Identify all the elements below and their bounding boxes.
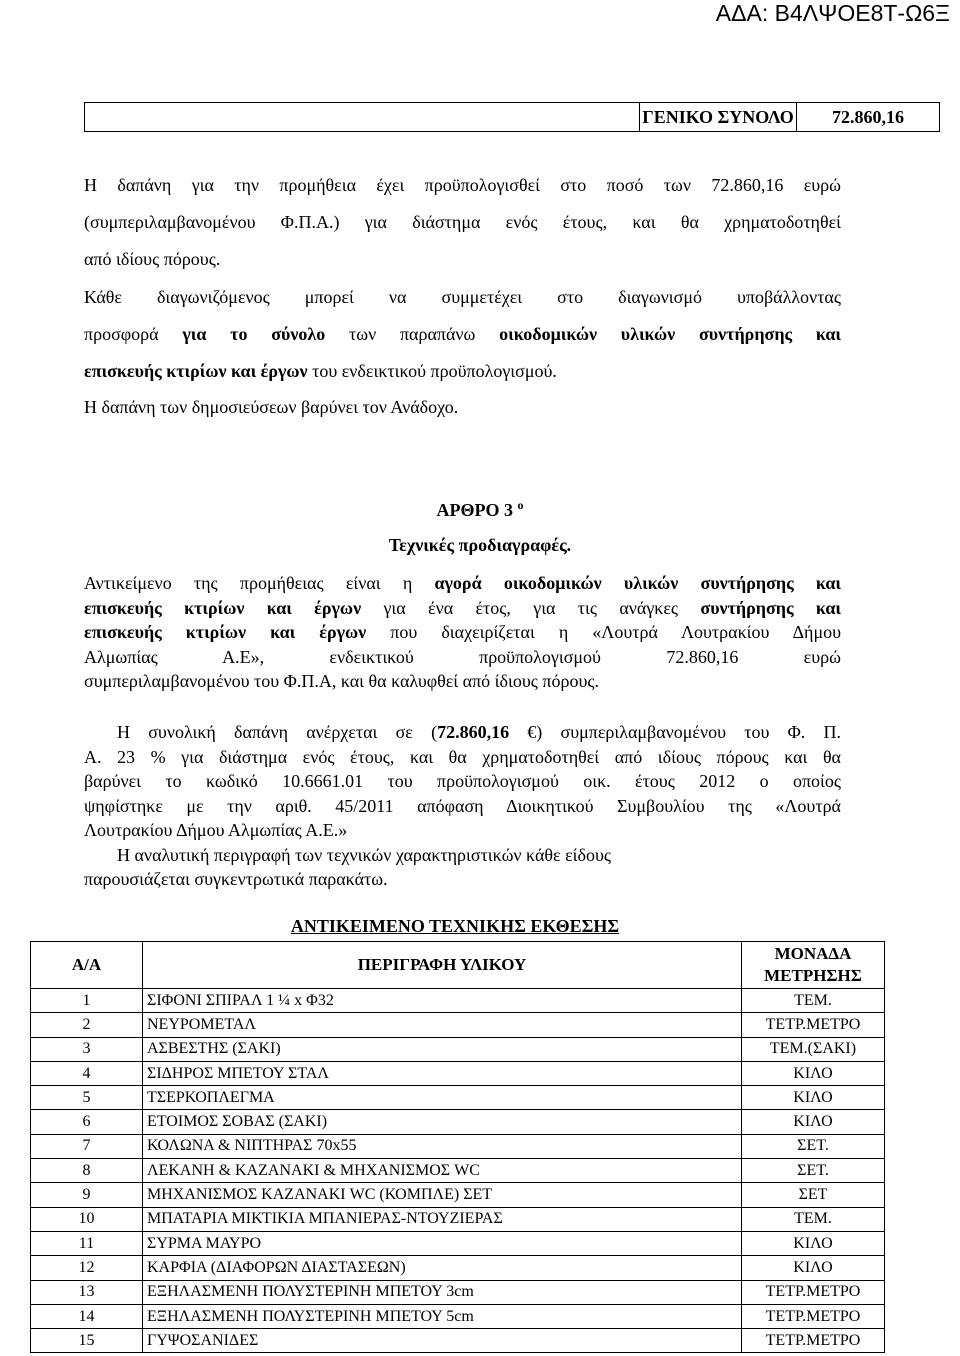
row-description: ΣΙΦΟΝΙ ΣΠΙΡΑΛ 1 ¼ x Φ32	[143, 989, 742, 1013]
report-title: ΑΝΤΙΚΕΙΜΕΝΟ ΤΕΧΝΙΚΗΣ ΕΚΘΕΣΗΣ	[290, 916, 620, 936]
table-row	[31, 1086, 885, 1110]
row-description: ΤΣΕΡΚΟΠΛΕΓΜΑ	[143, 1086, 742, 1110]
table-row	[31, 1159, 885, 1183]
table-row	[31, 1037, 885, 1061]
row-unit: ΤΕΤΡ.ΜΕΤΡΟ	[742, 1304, 885, 1328]
row-unit: ΤΕΤΡ.ΜΕΤΡΟ	[742, 1013, 885, 1037]
row-number: 15	[31, 1329, 143, 1353]
paragraph-subject: Αντικείμενο της προμήθειας είναι η αγορά οικοδομικών υλικών συντήρησης και επισκευής κτιρίων και έργων για ένα έτος, για τις ανάγκες συντήρησης και επισκευής κτιρίων και έργων που διαχειρίζεται η «Λουτρά Λουτρακίου Δήμου Αλμωπίας Α.Ε», ενδεικτικού προϋπολογισμού 72.860,16 ευρώ συμπεριλαμβανομένου του Φ.Π.Α, και θα καλυφθεί από ίδιους πόρους.	[84, 573, 842, 691]
table-row	[31, 1061, 885, 1085]
row-unit: ΤΕΜ.	[742, 1207, 885, 1231]
article-heading: ΑΡΘΡΟ 3 $^o$	[436, 498, 524, 520]
row-number: 13	[31, 1280, 143, 1304]
row-unit: ΤΕΤΡ.ΜΕΤΡΟ	[742, 1329, 885, 1353]
row-number: 2	[31, 1013, 143, 1037]
grand-total-value: 72.860,16	[797, 103, 940, 132]
row-description: ΚΑΡΦΙΑ (ΔΙΑΦΟΡΩΝ ΔΙΑΣΤΑΣΕΩΝ)	[143, 1256, 742, 1280]
row-unit: ΚΙΛΟ	[742, 1256, 885, 1280]
row-unit: ΣΕΤ.	[742, 1134, 885, 1158]
row-description: ΣΥΡΜΑ ΜΑΥΡΟ	[143, 1231, 742, 1255]
table-row	[31, 1207, 885, 1231]
table-row	[31, 1304, 885, 1328]
article-subtitle: Τεχνικές προδιαγραφές.	[388, 535, 572, 555]
row-number: 3	[31, 1037, 143, 1061]
row-number: 1	[31, 989, 143, 1013]
row-unit: ΣΕΤ	[742, 1183, 885, 1207]
row-description: ΜΗΧΑΝΙΣΜΟΣ ΚΑΖΑΝΑΚΙ WC (ΚΟΜΠΛΕ) ΣΕΤ	[143, 1183, 742, 1207]
row-number: 7	[31, 1134, 143, 1158]
row-description: ΕΤΟΙΜΟΣ ΣΟΒΑΣ (ΣΑΚΙ)	[143, 1110, 742, 1134]
row-description: ΜΠΑΤΑΡΙΑ ΜΙΚΤΙΚΙΑ ΜΠΑΝΙΕΡΑΣ-ΝΤΟΥΖΙΕΡΑΣ	[143, 1207, 742, 1231]
table-row	[31, 1110, 885, 1134]
row-description: ΛΕΚΑΝΗ & ΚΑΖΑΝΑΚΙ & ΜΗΧΑΝΙΣΜΟΣ WC	[143, 1159, 742, 1183]
header-unit: ΜΟΝΑΔΑ ΜΕΤΡΗΣΗΣ	[742, 942, 885, 989]
row-unit: ΚΙΛΟ	[742, 1110, 885, 1134]
table-row	[31, 1183, 885, 1207]
table-row	[31, 989, 885, 1013]
header-description: ΠΕΡΙΓΡΑΦΗ ΥΛΙΚΟΥ	[143, 942, 742, 989]
row-description: ΑΣΒΕΣΤΗΣ (ΣΑΚΙ)	[143, 1037, 742, 1061]
row-number: 10	[31, 1207, 143, 1231]
row-number: 11	[31, 1231, 143, 1255]
row-unit: ΚΙΛΟ	[742, 1231, 885, 1255]
paragraph-participation: Κάθε διαγωνιζόμενος μπορεί να συμμετέχει στο διαγωνισμό υποβάλλοντας προσφορά για το σύνολο των παραπάνω οικοδομικών υλικών συντήρησης και επισκευής κτιρίων και έργων του ενδεικτικού προϋπολογισμού.	[84, 287, 842, 381]
row-unit: ΤΕΜ.(ΣΑΚΙ)	[742, 1037, 885, 1061]
paragraph-budget: Η δαπάνη για την προμήθεια έχει προϋπολογισθεί στο ποσό των 72.860,16 ευρώ (συμπεριλαμβανομένου Φ.Π.Α.) για διάστημα ενός έτους, και θα χρηματοδοτηθεί από ιδίους πόρους.	[84, 175, 841, 269]
table-row	[31, 1134, 885, 1158]
row-description: ΣΙΔΗΡΟΣ ΜΠΕΤΟΥ ΣΤΑΛ	[143, 1061, 742, 1085]
grand-total-label: ΓΕΝΙΚΟ ΣΥΝΟΛΟ	[640, 103, 797, 132]
table-row	[31, 1280, 885, 1304]
row-description: ΝΕΥΡΟΜΕΤΑΛ	[143, 1013, 742, 1037]
row-description: ΓΥΨΟΣΑΝΙΔΕΣ	[143, 1329, 742, 1353]
row-number: 4	[31, 1061, 143, 1085]
materials-table	[30, 941, 885, 1353]
grand-total-table	[84, 102, 940, 132]
row-unit: ΚΙΛΟ	[742, 1086, 885, 1110]
row-description: ΕΞΗΛΑΣΜΕΝΗ ΠΟΛΥΣΤΕΡΙΝΗ ΜΠΕΤΟΥ 5cm	[143, 1304, 742, 1328]
ada-code: ΑΔΑ: Β4ΛΨΟΕ8Τ-Ω6Ξ	[715, 0, 950, 26]
table-row	[31, 1231, 885, 1255]
paragraph-publications: Η δαπάνη των δημοσιεύσεων βαρύνει τον Ανάδοχο.	[84, 397, 459, 417]
row-number: 9	[31, 1183, 143, 1207]
row-number: 14	[31, 1304, 143, 1328]
row-unit: ΤΕΜ.	[742, 989, 885, 1013]
table-row	[31, 1013, 885, 1037]
table-row	[31, 1256, 885, 1280]
table-header-row	[31, 942, 885, 989]
row-number: 6	[31, 1110, 143, 1134]
table-row	[31, 1329, 885, 1353]
row-number: 5	[31, 1086, 143, 1110]
row-number: 12	[31, 1256, 143, 1280]
row-number: 8	[31, 1159, 143, 1183]
row-description: ΕΞΗΛΑΣΜΕΝΗ ΠΟΛΥΣΤΕΡΙΝΗ ΜΠΕΤΟΥ 3cm	[143, 1280, 742, 1304]
row-description: ΚΟΛΩΝΑ & ΝΙΠΤΗΡΑΣ 70x55	[143, 1134, 742, 1158]
paragraph-cost: Η συνολική δαπάνη ανέρχεται σε (72.860,16 €) συμπεριλαμβανομένου του Φ. Π. Α. 23 % για διάστημα ενός έτους, και θα χρηματοδοτηθεί από ιδίους πόρους και θα βαρύνει το κωδικό 10.6661.01 του προϋπολογισμού οικ. έτους 2012 ο οποίος ψηφίστηκε με την αριθ. 45/2011 απόφαση Διοικητικού Συμβουλίου της «Λουτρά Λουτρακίου Δήμου Αλμωπίας Α.Ε.» Η αναλυτική περιγραφή των τεχνικών χαρακτηριστικών κάθε είδους παρουσιάζεται συγκεντρωτικά παρακάτω.	[84, 722, 841, 889]
row-unit: ΤΕΤΡ.ΜΕΤΡΟ	[742, 1280, 885, 1304]
row-unit: ΚΙΛΟ	[742, 1061, 885, 1085]
header-num: Α/Α	[31, 942, 143, 989]
row-unit: ΣΕΤ.	[742, 1159, 885, 1183]
